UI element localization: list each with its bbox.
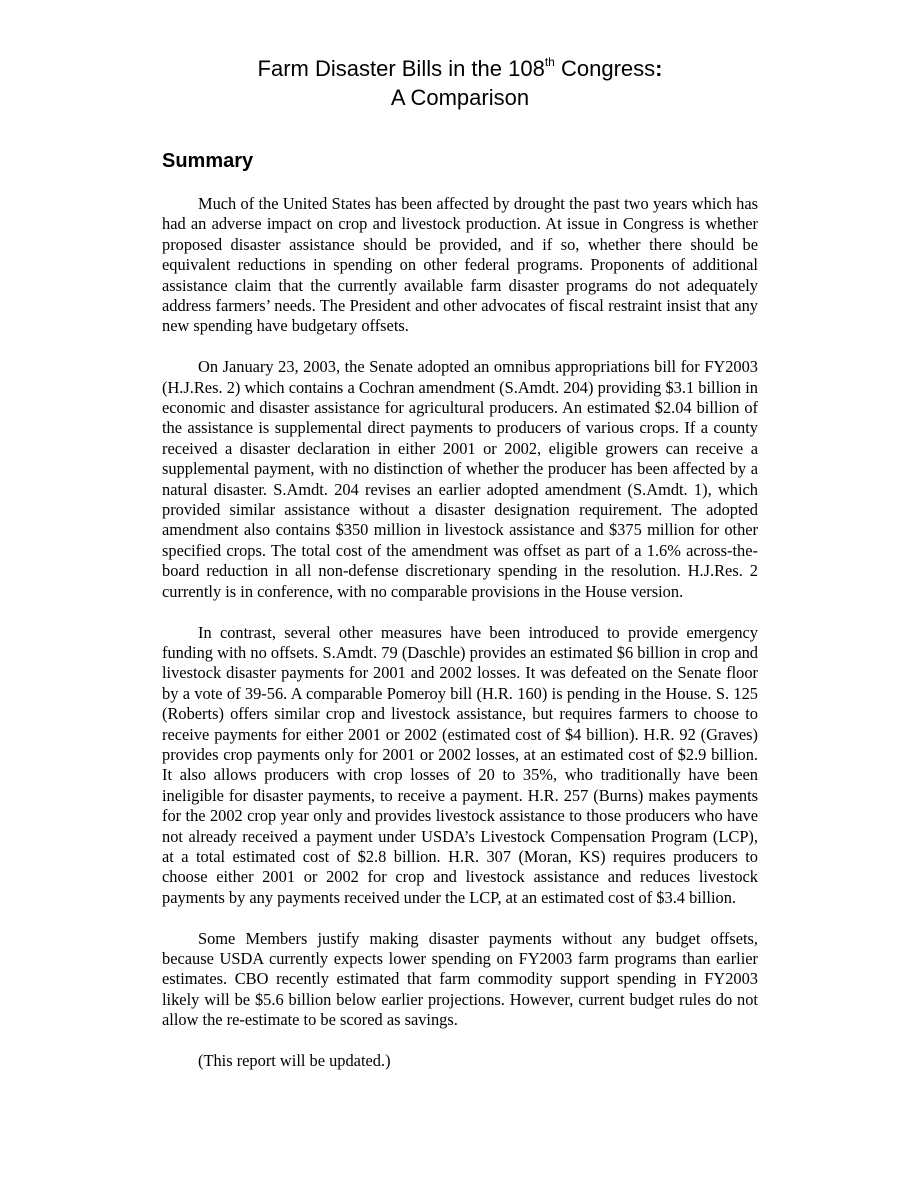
summary-paragraph-4: Some Members justify making disaster payments without any budget offsets, because USDA currently expects lower spending on FY2003 farm programs than earlier estimates. CBO recently estimated that farm commodity support spending in FY2003 likely will be $5.6 billion below earlier projections. However, current budget rules do not allow the re-estimate to be scored as savings. <box>162 928 758 1030</box>
section-heading: Summary <box>162 150 254 172</box>
title-line-1-suffix: Congress <box>554 56 656 81</box>
document-title <box>0 54 920 112</box>
summary-body <box>162 194 758 1092</box>
summary-paragraph-2: On January 23, 2003, the Senate adopted an omnibus appropriations bill for FY2003 (H.J.Res. 2) which contains a Cochran amendment (S.Amdt. 204) providing $3.1 billion in economic and disaster assistance for agricultural producers. An estimated $2.04 billion of the assistance is supplemental direct payments to producers of various crops. If a county received a disaster declaration in either 2001 or 2002, eligible growers can receive a supplemental payment, with no distinction of whether the producer has been affected by a natural disaster. S.Amdt. 204 revises an earlier adopted amendment (S.Amdt. 1), which provided similar assistance without a disaster designation requirement. The adopted amendment also contains $350 million in livestock assistance and $375 million for other specified crops. The total cost of the amendment was offset as part of a 1.6% across-the-board reduction in all non-defense discretionary spending in the resolution. H.J.Res. 2 currently is in conference, with no comparable provisions in the House version. <box>162 357 758 601</box>
summary-paragraph-3: In contrast, several other measures have been introduced to provide emergency funding with no offsets. S.Amdt. 79 (Daschle) provides an estimated $6 billion in crop and livestock disaster payments for 2001 and 2002 losses. It was defeated on the Senate floor by a vote of 39-56. A comparable Pomeroy bill (H.R. 160) is pending in the House. S. 125 (Roberts) offers similar crop and livestock assistance, but requires farmers to choose to receive payments for either 2001 or 2002 (estimated cost of $4 billion). H.R. 92 (Graves) provides crop payments only for 2001 or 2002 losses, at an estimated cost of $2.9 billion. It also allows producers with crop losses of 20 to 35%, who traditionally have been ineligible for disaster payments, to receive a payment. H.R. 257 (Burns) makes payments for the 2002 crop year only and provides livestock assistance to those producers who have not already received a payment under USDA’s Livestock Compensation Program (LCP), at a total estimated cost of $2.8 billion. H.R. 307 (Moran, KS) requires producers to choose either 2001 or 2002 for crop and livestock assistance and reduces livestock payments by any payments received under the LCP, at an estimated cost of $3.4 billion. <box>162 622 758 907</box>
closing-note: (This report will be updated.) <box>198 1051 391 1070</box>
title-line-1-prefix: Farm Disaster Bills in the 108 <box>257 56 545 81</box>
title-colon: : <box>655 56 663 81</box>
title-superscript: th <box>544 54 555 69</box>
summary-paragraph-1: Much of the United States has been affected by drought the past two years which has had an adverse impact on crop and livestock production. At issue in Congress is whether proposed disaster assistance should be provided, and if so, whether there should be equivalent reductions in spending on other federal programs. Proponents of additional assistance claim that the currently available farm disaster programs do not adequately address farmers’ needs. The President and other advocates of fiscal restraint insist that any new spending have budgetary offsets. <box>162 194 758 336</box>
title-line-2: A Comparison <box>390 85 530 110</box>
title-line-1 <box>0 54 920 83</box>
